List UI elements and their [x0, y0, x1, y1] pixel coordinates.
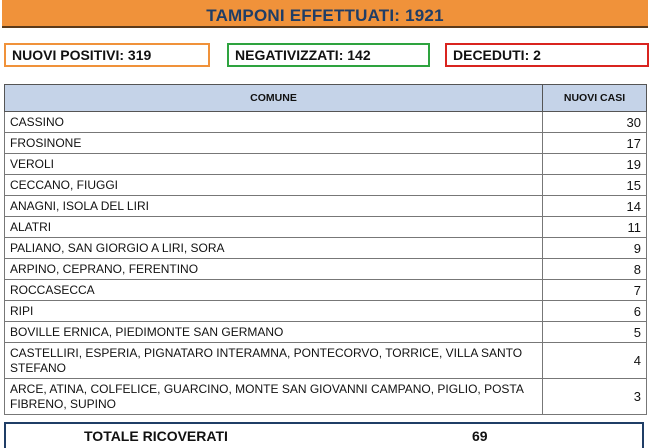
comune-cell: ROCCASECCA: [5, 280, 543, 301]
tamponi-value: 1921: [405, 6, 444, 25]
nuovi-casi-cell: 14: [543, 196, 647, 217]
table-row: [5, 154, 647, 175]
negativizzati-label: NEGATIVIZZATI :: [235, 47, 347, 63]
column-header-comune: COMUNE: [5, 85, 543, 112]
table-row: [5, 112, 647, 133]
totale-ricoverati-box: [4, 422, 644, 448]
comune-cell: CASTELLIRI, ESPERIA, PIGNATARO INTERAMNA, PONTECORVO, TORRICE, VILLA SANTO STEFANO: [5, 343, 543, 379]
totale-ricoverati-value: 69: [472, 428, 488, 444]
column-header-nuovi-casi: NUOVI CASI: [543, 85, 647, 112]
comune-cell: ARCE, ATINA, COLFELICE, GUARCINO, MONTE SAN GIOVANNI CAMPANO, PIGLIO, POSTA FIBRENO, SUPINO: [5, 379, 543, 415]
table-row: [5, 133, 647, 154]
comune-cell: ARPINO, CEPRANO, FERENTINO: [5, 259, 543, 280]
tamponi-title: [206, 3, 443, 26]
tamponi-label: TAMPONI EFFETTUATI:: [206, 6, 401, 25]
table-row: [5, 196, 647, 217]
table-row: [5, 280, 647, 301]
table-row: [5, 343, 647, 379]
deceduti-label: DECEDUTI :: [453, 47, 533, 63]
table-row: [5, 379, 647, 415]
deceduti-box: [445, 43, 649, 67]
totale-ricoverati-label: TOTALE RICOVERATI: [84, 428, 228, 444]
nuovi-casi-cell: 8: [543, 259, 647, 280]
nuovi-positivi-value: 319: [127, 47, 152, 63]
comune-cell: BOVILLE ERNICA, PIEDIMONTE SAN GERMANO: [5, 322, 543, 343]
comune-cell: CASSINO: [5, 112, 543, 133]
nuovi-casi-cell: 9: [543, 238, 647, 259]
nuovi-casi-cell: 15: [543, 175, 647, 196]
table-row: [5, 322, 647, 343]
table-row: [5, 238, 647, 259]
negativizzati-value: 142: [347, 47, 371, 63]
nuovi-positivi-label: NUOVI POSITIVI :: [12, 47, 128, 63]
nuovi-casi-cell: 4: [543, 343, 647, 379]
nuovi-casi-cell: 17: [543, 133, 647, 154]
nuovi-casi-cell: 30: [543, 112, 647, 133]
table-row: [5, 301, 647, 322]
comune-cell: ALATRI: [5, 217, 543, 238]
deceduti-value: 2: [533, 47, 541, 63]
nuovi-casi-cell: 5: [543, 322, 647, 343]
header-banner: [2, 0, 648, 28]
comune-cell: VEROLI: [5, 154, 543, 175]
nuovi-casi-cell: 3: [543, 379, 647, 415]
table-header-row: [5, 85, 647, 112]
comune-cell: ANAGNI, ISOLA DEL LIRI: [5, 196, 543, 217]
cases-table: [4, 84, 647, 415]
table-row: [5, 259, 647, 280]
nuovi-positivi-box: [4, 43, 210, 67]
nuovi-casi-cell: 11: [543, 217, 647, 238]
comune-cell: RIPI: [5, 301, 543, 322]
negativizzati-box: [227, 43, 430, 67]
comune-cell: FROSINONE: [5, 133, 543, 154]
comune-cell: CECCANO, FIUGGI: [5, 175, 543, 196]
table-row: [5, 217, 647, 238]
table-row: [5, 175, 647, 196]
nuovi-casi-cell: 7: [543, 280, 647, 301]
nuovi-casi-cell: 19: [543, 154, 647, 175]
comune-cell: PALIANO, SAN GIORGIO A LIRI, SORA: [5, 238, 543, 259]
nuovi-casi-cell: 6: [543, 301, 647, 322]
